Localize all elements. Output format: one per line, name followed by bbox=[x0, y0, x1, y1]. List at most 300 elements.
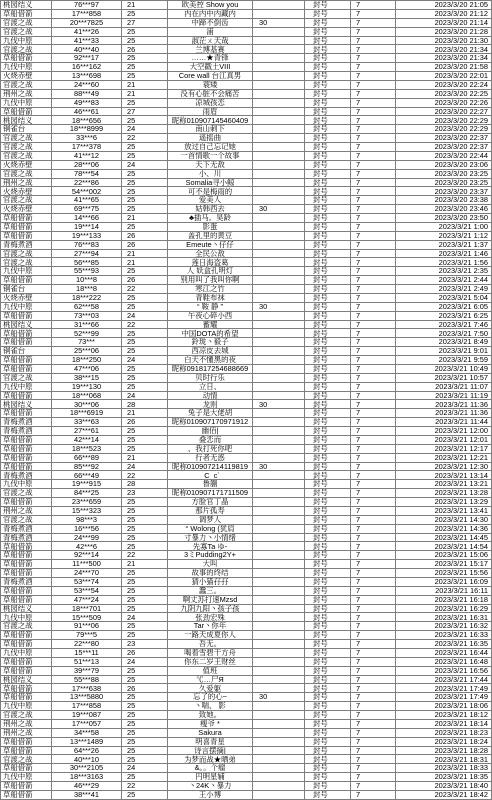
cell-time[interactable]: 2023/3/20 23:25 bbox=[396, 170, 492, 179]
cell-days[interactable]: 7 bbox=[351, 747, 396, 756]
cell-count[interactable] bbox=[253, 684, 305, 693]
cell-days[interactable]: 7 bbox=[351, 587, 396, 596]
cell-nickname[interactable]: &。。个瘤 bbox=[168, 764, 253, 773]
cell-level[interactable]: 24 bbox=[122, 463, 168, 472]
cell-level[interactable]: 23 bbox=[122, 640, 168, 649]
cell-level[interactable]: 25 bbox=[122, 187, 168, 196]
cell-level[interactable]: 25 bbox=[122, 729, 168, 738]
cell-days[interactable]: 7 bbox=[351, 702, 396, 711]
cell-server[interactable]: 铜雀台 bbox=[1, 285, 52, 294]
cell-server[interactable]: 官渡之战 bbox=[1, 489, 52, 498]
cell-count[interactable]: 30 bbox=[253, 205, 305, 214]
cell-server[interactable]: 官渡之战 bbox=[1, 711, 52, 720]
cell-count[interactable] bbox=[253, 214, 305, 223]
cell-account[interactable]: 22***80 bbox=[52, 640, 122, 649]
cell-days[interactable]: 7 bbox=[351, 578, 396, 587]
cell-level[interactable]: 25 bbox=[122, 445, 168, 454]
cell-status[interactable]: 封号 bbox=[305, 81, 351, 90]
cell-account[interactable]: 34***58 bbox=[52, 729, 122, 738]
cell-account[interactable]: 40***10 bbox=[52, 755, 122, 764]
cell-time[interactable]: 2023/3/21 12:01 bbox=[396, 436, 492, 445]
cell-time[interactable]: 2023/3/21 16:56 bbox=[396, 667, 492, 676]
cell-account[interactable]: 15***323 bbox=[52, 507, 122, 516]
cell-days[interactable]: 7 bbox=[351, 622, 396, 631]
cell-account[interactable]: 17***057 bbox=[52, 720, 122, 729]
cell-status[interactable]: 封号 bbox=[305, 19, 351, 28]
cell-server[interactable]: 草船借箭 bbox=[1, 409, 52, 418]
cell-count[interactable] bbox=[253, 321, 305, 330]
cell-nickname[interactable]: 小、川 bbox=[168, 170, 253, 179]
cell-count[interactable] bbox=[253, 427, 305, 436]
cell-time[interactable]: 2023/3/21 11:19 bbox=[396, 392, 492, 401]
cell-nickname[interactable]: Tar丶你年 bbox=[168, 622, 253, 631]
cell-server[interactable]: 荆州之战 bbox=[1, 507, 52, 516]
cell-level[interactable]: 25 bbox=[122, 738, 168, 747]
cell-account[interactable]: 52***99 bbox=[52, 329, 122, 338]
cell-status[interactable]: 封号 bbox=[305, 542, 351, 551]
cell-server[interactable]: 官渡之战 bbox=[1, 374, 52, 383]
cell-count[interactable] bbox=[253, 622, 305, 631]
cell-nickname[interactable]: 蓑矮 bbox=[168, 81, 253, 90]
cell-count[interactable] bbox=[253, 99, 305, 108]
cell-status[interactable]: 封号 bbox=[305, 54, 351, 63]
cell-count[interactable] bbox=[253, 90, 305, 99]
cell-count[interactable] bbox=[253, 347, 305, 356]
cell-nickname[interactable]: 那片孤寿 bbox=[168, 507, 253, 516]
cell-days[interactable]: 7 bbox=[351, 596, 396, 605]
cell-days[interactable]: 7 bbox=[351, 640, 396, 649]
cell-count[interactable]: 30 bbox=[253, 303, 305, 312]
cell-account[interactable]: 18***523 bbox=[52, 445, 122, 454]
cell-days[interactable]: 7 bbox=[351, 383, 396, 392]
cell-account[interactable]: 64***26 bbox=[52, 747, 122, 756]
cell-nickname[interactable]: 昵称010907171711509 bbox=[168, 489, 253, 498]
cell-server[interactable]: 草船借箭 bbox=[1, 587, 52, 596]
cell-nickname[interactable]: 遥摇曲 bbox=[168, 134, 253, 143]
cell-account[interactable]: 85***92 bbox=[52, 463, 122, 472]
cell-count[interactable] bbox=[253, 152, 305, 161]
cell-level[interactable]: 25 bbox=[122, 773, 168, 782]
cell-days[interactable]: 7 bbox=[351, 1, 396, 10]
cell-nickname[interactable]: 动情 bbox=[168, 392, 253, 401]
cell-account[interactable]: 18***068 bbox=[52, 392, 122, 401]
cell-account[interactable]: 18***6919 bbox=[52, 409, 122, 418]
cell-nickname[interactable]: Core wall 台江真男 bbox=[168, 72, 253, 81]
cell-server[interactable]: 草船借箭 bbox=[1, 214, 52, 223]
cell-count[interactable] bbox=[253, 773, 305, 782]
cell-status[interactable]: 封号 bbox=[305, 658, 351, 667]
cell-server[interactable]: 草船借箭 bbox=[1, 693, 52, 702]
cell-time[interactable]: 2023/3/21 6:25 bbox=[396, 312, 492, 321]
cell-account[interactable]: 91***06 bbox=[52, 622, 122, 631]
cell-level[interactable]: 25 bbox=[122, 525, 168, 534]
cell-time[interactable]: 2023/3/21 15:17 bbox=[396, 560, 492, 569]
cell-time[interactable]: 2023/3/21 15:56 bbox=[396, 569, 492, 578]
cell-level[interactable]: 24 bbox=[122, 613, 168, 622]
cell-days[interactable]: 7 bbox=[351, 276, 396, 285]
cell-level[interactable]: 22 bbox=[122, 134, 168, 143]
cell-days[interactable]: 7 bbox=[351, 214, 396, 223]
cell-nickname[interactable]: 调梦人 bbox=[168, 516, 253, 525]
cell-status[interactable]: 封号 bbox=[305, 791, 351, 800]
cell-account[interactable]: 84***25 bbox=[52, 489, 122, 498]
cell-status[interactable]: 封号 bbox=[305, 471, 351, 480]
cell-days[interactable]: 7 bbox=[351, 90, 396, 99]
cell-nickname[interactable]: 方脸官丁晶 bbox=[168, 498, 253, 507]
cell-account[interactable]: 41***65 bbox=[52, 196, 122, 205]
cell-level[interactable]: 21 bbox=[122, 409, 168, 418]
cell-days[interactable]: 7 bbox=[351, 605, 396, 614]
cell-days[interactable]: 7 bbox=[351, 676, 396, 685]
cell-time[interactable]: 2023/3/21 12:30 bbox=[396, 463, 492, 472]
cell-server[interactable]: 青梅煮酒 bbox=[1, 427, 52, 436]
cell-days[interactable]: 7 bbox=[351, 196, 396, 205]
cell-count[interactable] bbox=[253, 791, 305, 800]
cell-count[interactable] bbox=[253, 258, 305, 267]
cell-status[interactable]: 封号 bbox=[305, 134, 351, 143]
cell-server[interactable]: 草船借箭 bbox=[1, 10, 52, 19]
cell-server[interactable]: 草船借箭 bbox=[1, 764, 52, 773]
cell-level[interactable]: 27 bbox=[122, 108, 168, 117]
cell-count[interactable] bbox=[253, 507, 305, 516]
cell-status[interactable]: 封号 bbox=[305, 392, 351, 401]
cell-server[interactable]: 草船借箭 bbox=[1, 312, 52, 321]
cell-days[interactable]: 7 bbox=[351, 321, 396, 330]
cell-level[interactable]: 21 bbox=[122, 258, 168, 267]
cell-status[interactable]: 封号 bbox=[305, 649, 351, 658]
cell-status[interactable]: 封号 bbox=[305, 782, 351, 791]
cell-level[interactable]: 25 bbox=[122, 427, 168, 436]
cell-level[interactable]: 25 bbox=[122, 338, 168, 347]
cell-level[interactable]: 21 bbox=[122, 214, 168, 223]
cell-account[interactable]: 13***5880 bbox=[52, 693, 122, 702]
cell-server[interactable]: 官渡之战 bbox=[1, 45, 52, 54]
cell-level[interactable]: 21 bbox=[122, 81, 168, 90]
cell-time[interactable]: 2023/3/21 16:18 bbox=[396, 596, 492, 605]
cell-nickname[interactable]: 龙则 bbox=[168, 400, 253, 409]
cell-count[interactable] bbox=[253, 1, 305, 10]
cell-status[interactable]: 封号 bbox=[305, 445, 351, 454]
cell-server[interactable]: 青梅煮酒 bbox=[1, 418, 52, 427]
cell-level[interactable]: 25 bbox=[122, 542, 168, 551]
cell-days[interactable]: 7 bbox=[351, 81, 396, 90]
cell-nickname[interactable]: 鈴珑丶毅子 bbox=[168, 338, 253, 347]
cell-time[interactable]: 2023/3/21 9:01 bbox=[396, 347, 492, 356]
cell-count[interactable] bbox=[253, 81, 305, 90]
cell-level[interactable]: 21 bbox=[122, 560, 168, 569]
cell-nickname[interactable]: 淑茫ㄨ天哉 bbox=[168, 37, 253, 46]
cell-count[interactable] bbox=[253, 489, 305, 498]
cell-account[interactable]: 66***49 bbox=[52, 471, 122, 480]
cell-days[interactable]: 7 bbox=[351, 267, 396, 276]
cell-time[interactable]: 2023/3/21 18:12 bbox=[396, 711, 492, 720]
cell-time[interactable]: 2023/3/20 21:05 bbox=[396, 1, 492, 10]
cell-status[interactable]: 封号 bbox=[305, 551, 351, 560]
cell-time[interactable]: 2023/3/21 2:35 bbox=[396, 267, 492, 276]
cell-status[interactable]: 封号 bbox=[305, 1, 351, 10]
cell-time[interactable]: 2023/3/21 14:36 bbox=[396, 525, 492, 534]
cell-count[interactable] bbox=[253, 755, 305, 764]
cell-account[interactable]: 16***56 bbox=[52, 525, 122, 534]
cell-count[interactable] bbox=[253, 365, 305, 374]
cell-level[interactable]: 25 bbox=[122, 498, 168, 507]
cell-account[interactable]: 27***94 bbox=[52, 250, 122, 259]
cell-days[interactable]: 7 bbox=[351, 516, 396, 525]
cell-status[interactable]: 封号 bbox=[305, 285, 351, 294]
cell-days[interactable]: 7 bbox=[351, 179, 396, 188]
cell-account[interactable]: 53***54 bbox=[52, 587, 122, 596]
cell-time[interactable]: 2023/3/21 18:28 bbox=[396, 747, 492, 756]
cell-level[interactable]: 24 bbox=[122, 161, 168, 170]
cell-status[interactable]: 封号 bbox=[305, 418, 351, 427]
cell-days[interactable]: 7 bbox=[351, 560, 396, 569]
cell-account[interactable]: 88***49 bbox=[52, 90, 122, 99]
cell-count[interactable] bbox=[253, 37, 305, 46]
cell-level[interactable]: 25 bbox=[122, 569, 168, 578]
cell-level[interactable]: 25 bbox=[122, 365, 168, 374]
cell-nickname[interactable]: 西凉皮去城 bbox=[168, 347, 253, 356]
cell-server[interactable]: 九伐中原 bbox=[1, 99, 52, 108]
cell-level[interactable]: 25 bbox=[122, 791, 168, 800]
cell-status[interactable]: 封号 bbox=[305, 454, 351, 463]
cell-days[interactable]: 7 bbox=[351, 356, 396, 365]
cell-status[interactable]: 封号 bbox=[305, 773, 351, 782]
cell-time[interactable]: 2023/3/20 21:30 bbox=[396, 37, 492, 46]
cell-status[interactable]: 封号 bbox=[305, 383, 351, 392]
cell-server[interactable]: 官渡之战 bbox=[1, 134, 52, 143]
cell-days[interactable]: 7 bbox=[351, 250, 396, 259]
cell-level[interactable]: 25 bbox=[122, 28, 168, 37]
cell-level[interactable]: 25 bbox=[122, 507, 168, 516]
cell-count[interactable] bbox=[253, 578, 305, 587]
cell-time[interactable]: 2023/3/21 13:41 bbox=[396, 507, 492, 516]
cell-account[interactable]: 17***378 bbox=[52, 143, 122, 152]
cell-account[interactable]: 28***06 bbox=[52, 161, 122, 170]
cell-days[interactable]: 7 bbox=[351, 489, 396, 498]
cell-level[interactable]: 26 bbox=[122, 418, 168, 427]
cell-server[interactable]: 草船借箭 bbox=[1, 392, 52, 401]
cell-nickname[interactable]: 中国DOTA的希望 bbox=[168, 329, 253, 338]
cell-time[interactable]: 2023/3/21 18:40 bbox=[396, 782, 492, 791]
cell-server[interactable]: 草船借箭 bbox=[1, 782, 52, 791]
cell-count[interactable] bbox=[253, 134, 305, 143]
cell-days[interactable]: 7 bbox=[351, 125, 396, 134]
cell-time[interactable]: 2023/3/21 16:44 bbox=[396, 649, 492, 658]
cell-level[interactable]: 25 bbox=[122, 143, 168, 152]
cell-time[interactable]: 2023/3/20 23:50 bbox=[396, 214, 492, 223]
cell-level[interactable]: 25 bbox=[122, 622, 168, 631]
cell-server[interactable]: 草船借箭 bbox=[1, 596, 52, 605]
cell-status[interactable]: 封号 bbox=[305, 489, 351, 498]
cell-count[interactable] bbox=[253, 640, 305, 649]
cell-time[interactable]: 2023/3/21 2:49 bbox=[396, 285, 492, 294]
cell-server[interactable]: 草船借箭 bbox=[1, 738, 52, 747]
cell-time[interactable]: 2023/3/21 16:11 bbox=[396, 587, 492, 596]
cell-status[interactable]: 封号 bbox=[305, 258, 351, 267]
cell-status[interactable]: 封号 bbox=[305, 161, 351, 170]
cell-account[interactable]: 33***6 bbox=[52, 134, 122, 143]
cell-time[interactable]: 2023/3/20 22:25 bbox=[396, 90, 492, 99]
cell-count[interactable] bbox=[253, 108, 305, 117]
cell-status[interactable]: 封号 bbox=[305, 312, 351, 321]
cell-server[interactable]: 草船借箭 bbox=[1, 436, 52, 445]
cell-level[interactable]: 22 bbox=[122, 321, 168, 330]
cell-server[interactable]: 九伐中原 bbox=[1, 613, 52, 622]
cell-level[interactable]: 26 bbox=[122, 276, 168, 285]
cell-nickname[interactable]: _C_c` bbox=[168, 471, 253, 480]
cell-account[interactable]: 42***6 bbox=[52, 542, 122, 551]
cell-nickname[interactable]: 贝时行乐 bbox=[168, 374, 253, 383]
cell-server[interactable]: 草船借箭 bbox=[1, 560, 52, 569]
cell-status[interactable]: 封号 bbox=[305, 170, 351, 179]
cell-days[interactable]: 7 bbox=[351, 551, 396, 560]
cell-status[interactable]: 封号 bbox=[305, 684, 351, 693]
cell-days[interactable]: 7 bbox=[351, 738, 396, 747]
cell-time[interactable]: 2023/3/21 17:49 bbox=[396, 693, 492, 702]
cell-status[interactable]: 封号 bbox=[305, 321, 351, 330]
cell-time[interactable]: 2023/3/21 13:29 bbox=[396, 498, 492, 507]
cell-server[interactable]: 九伐中原 bbox=[1, 383, 52, 392]
cell-level[interactable]: 26 bbox=[122, 45, 168, 54]
cell-time[interactable]: 2023/3/20 21:28 bbox=[396, 28, 492, 37]
cell-nickname[interactable]: 大空戳土VIII bbox=[168, 63, 253, 72]
cell-status[interactable]: 封号 bbox=[305, 676, 351, 685]
cell-nickname[interactable]: 寒江之竹 bbox=[168, 285, 253, 294]
cell-count[interactable] bbox=[253, 720, 305, 729]
cell-count[interactable] bbox=[253, 569, 305, 578]
cell-days[interactable]: 7 bbox=[351, 143, 396, 152]
cell-status[interactable]: 封号 bbox=[305, 534, 351, 543]
cell-status[interactable]: 封号 bbox=[305, 347, 351, 356]
cell-account[interactable]: 38***15 bbox=[52, 374, 122, 383]
cell-account[interactable]: 17***858 bbox=[52, 10, 122, 19]
cell-server[interactable]: 草船借箭 bbox=[1, 791, 52, 800]
cell-server[interactable]: 草船借箭 bbox=[1, 365, 52, 374]
cell-nickname[interactable]: 值班 bbox=[168, 667, 253, 676]
cell-count[interactable] bbox=[253, 250, 305, 259]
cell-count[interactable] bbox=[253, 551, 305, 560]
cell-nickname[interactable]: 天下无敌 bbox=[168, 161, 253, 170]
cell-level[interactable]: 25 bbox=[122, 755, 168, 764]
cell-days[interactable]: 7 bbox=[351, 205, 396, 214]
cell-count[interactable] bbox=[253, 516, 305, 525]
cell-level[interactable]: 25 bbox=[122, 179, 168, 188]
cell-status[interactable]: 封号 bbox=[305, 569, 351, 578]
cell-time[interactable]: 2023/3/20 22:29 bbox=[396, 125, 492, 134]
cell-account[interactable]: 27***61 bbox=[52, 427, 122, 436]
cell-server[interactable]: 草船借箭 bbox=[1, 445, 52, 454]
cell-nickname[interactable]: 影蛋 bbox=[168, 223, 253, 232]
cell-account[interactable]: 18***656 bbox=[52, 116, 122, 125]
cell-days[interactable]: 7 bbox=[351, 63, 396, 72]
cell-days[interactable]: 7 bbox=[351, 329, 396, 338]
cell-time[interactable]: 2023/3/21 1:46 bbox=[396, 250, 492, 259]
cell-status[interactable]: 封号 bbox=[305, 605, 351, 614]
cell-time[interactable]: 2023/3/20 22:44 bbox=[396, 152, 492, 161]
cell-status[interactable]: 封号 bbox=[305, 764, 351, 773]
cell-time[interactable]: 2023/3/20 23:06 bbox=[396, 161, 492, 170]
cell-nickname[interactable]: 先寡Ta ゆ- bbox=[168, 542, 253, 551]
cell-status[interactable]: 封号 bbox=[305, 374, 351, 383]
cell-days[interactable]: 7 bbox=[351, 134, 396, 143]
cell-nickname[interactable]: ♣插马。昊龄 bbox=[168, 214, 253, 223]
cell-time[interactable]: 2023/3/21 18:06 bbox=[396, 702, 492, 711]
cell-time[interactable]: 2023/3/21 16:09 bbox=[396, 578, 492, 587]
cell-time[interactable]: 2023/3/21 18:35 bbox=[396, 773, 492, 782]
cell-count[interactable] bbox=[253, 480, 305, 489]
cell-count[interactable] bbox=[253, 498, 305, 507]
cell-count[interactable] bbox=[253, 764, 305, 773]
cell-time[interactable]: 2023/3/21 16:35 bbox=[396, 640, 492, 649]
cell-level[interactable]: 24 bbox=[122, 764, 168, 773]
cell-status[interactable]: 封号 bbox=[305, 755, 351, 764]
cell-server[interactable]: 桃园结义 bbox=[1, 605, 52, 614]
cell-nickname[interactable]: 忘了的心~ bbox=[168, 693, 253, 702]
cell-days[interactable]: 7 bbox=[351, 534, 396, 543]
cell-days[interactable]: 7 bbox=[351, 152, 396, 161]
cell-nickname[interactable]: 中蹄不倒齿 bbox=[168, 19, 253, 28]
cell-level[interactable]: 25 bbox=[122, 10, 168, 19]
cell-nickname[interactable]: 丶喘、 影 bbox=[168, 702, 253, 711]
cell-time[interactable]: 2023/3/21 9:59 bbox=[396, 356, 492, 365]
cell-account[interactable]: 17***638 bbox=[52, 684, 122, 693]
cell-server[interactable]: 草船借箭 bbox=[1, 684, 52, 693]
cell-level[interactable]: 22 bbox=[122, 782, 168, 791]
cell-status[interactable]: 封号 bbox=[305, 99, 351, 108]
cell-server[interactable]: 桃园结义 bbox=[1, 400, 52, 409]
cell-time[interactable]: 2023/3/21 18:14 bbox=[396, 720, 492, 729]
cell-status[interactable]: 封号 bbox=[305, 498, 351, 507]
cell-time[interactable]: 2023/3/21 1:56 bbox=[396, 258, 492, 267]
cell-account[interactable]: 76***83 bbox=[52, 241, 122, 250]
cell-server[interactable]: 桃园结义 bbox=[1, 321, 52, 330]
cell-server[interactable]: 九伐中原 bbox=[1, 480, 52, 489]
cell-time[interactable]: 2023/3/21 12:21 bbox=[396, 454, 492, 463]
cell-level[interactable]: 25 bbox=[122, 37, 168, 46]
cell-nickname[interactable]: 蠢三。 bbox=[168, 587, 253, 596]
cell-status[interactable]: 封号 bbox=[305, 578, 351, 587]
cell-days[interactable]: 7 bbox=[351, 498, 396, 507]
cell-server[interactable]: 官渡之战 bbox=[1, 19, 52, 28]
cell-status[interactable]: 封号 bbox=[305, 427, 351, 436]
cell-server[interactable]: 青梅煮酒 bbox=[1, 578, 52, 587]
cell-account[interactable]: 33***63 bbox=[52, 418, 122, 427]
cell-count[interactable] bbox=[253, 471, 305, 480]
cell-server[interactable]: 草船借箭 bbox=[1, 356, 52, 365]
cell-days[interactable]: 7 bbox=[351, 161, 396, 170]
cell-account[interactable]: 31***66 bbox=[52, 321, 122, 330]
cell-status[interactable]: 封号 bbox=[305, 63, 351, 72]
cell-time[interactable]: 2023/3/20 22:24 bbox=[396, 81, 492, 90]
cell-count[interactable] bbox=[253, 312, 305, 321]
cell-status[interactable]: 封号 bbox=[305, 596, 351, 605]
cell-days[interactable]: 7 bbox=[351, 241, 396, 250]
cell-server[interactable]: 官渡之战 bbox=[1, 81, 52, 90]
cell-days[interactable]: 7 bbox=[351, 187, 396, 196]
cell-server[interactable]: 草船借箭 bbox=[1, 640, 52, 649]
cell-level[interactable]: 25 bbox=[122, 72, 168, 81]
cell-level[interactable]: 25 bbox=[122, 693, 168, 702]
cell-nickname[interactable]: 明喜青星 bbox=[168, 738, 253, 747]
cell-time[interactable]: 2023/3/21 18:24 bbox=[396, 738, 492, 747]
cell-nickname[interactable]: 凉城孩恋 bbox=[168, 99, 253, 108]
cell-days[interactable]: 7 bbox=[351, 99, 396, 108]
cell-level[interactable]: 25 bbox=[122, 596, 168, 605]
cell-time[interactable]: 2023/3/21 11:44 bbox=[396, 418, 492, 427]
cell-days[interactable]: 7 bbox=[351, 45, 396, 54]
cell-time[interactable]: 2023/3/21 11:36 bbox=[396, 400, 492, 409]
cell-account[interactable]: 30***06 bbox=[52, 400, 122, 409]
